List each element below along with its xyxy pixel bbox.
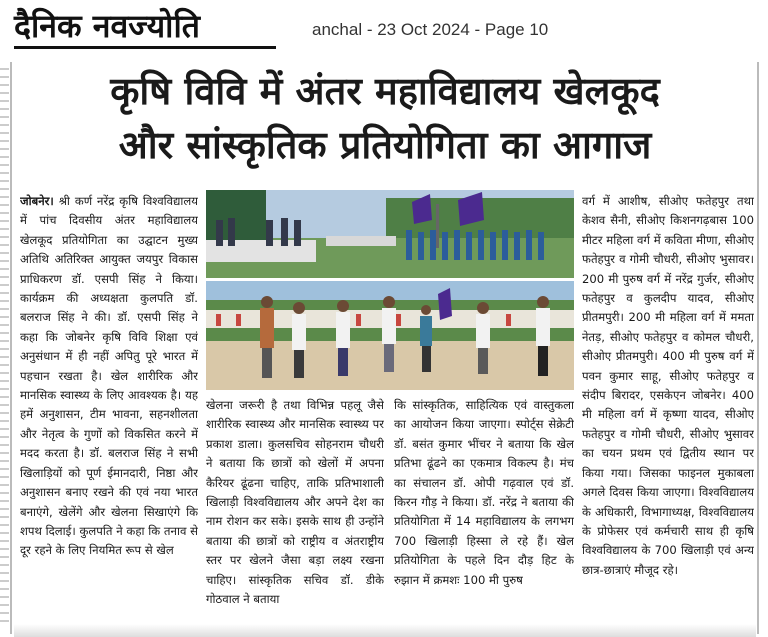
headline-line-1: कृषि विवि में अंतर महाविद्यालय खेलकूद: [110, 69, 660, 113]
edition-meta: anchal - 23 Oct 2024 - Page 10: [312, 20, 549, 39]
right-rule: [757, 62, 759, 634]
article-column-1: [20, 192, 198, 622]
dateline: जोबनेर।: [20, 194, 54, 208]
newspaper-logo: दैनिक नवज्योति: [14, 7, 200, 45]
article-column-4: वर्ग में आशीष, सीओए फतेहपुर तथा केशव सैनी, सीओए किशनगढ़बास 100 मीटर महिला वर्ग में कविता मीणा, सीओए फतेहपुर व गोमी चौधरी, सीओए भुसावर। 200 मी पुरुष वर्ग में नरेंद्र गुर्जर, सीओए फतेहपुर व कुलदीप यादव, सीओए प्रीतमपुरी। 200 मी महिला वर्ग में ममता नेतड़, सीओए फतेहपुर व कोमल चौधरी, सीओए प्रीतमपुरी। 400 मी पुरुष वर्ग में पवन कुमार साहू, सीओए फतेहपुर व संदीप बिरादर, एसकेएन जोबनेर। 400 मी महिला वर्ग में कृष्णा यादव, सीओए फतेहपुर व गोमी चौधरी, सीओए भुसावर का चयन प्रथम एवं द्वितीय स्थान पर किया गया। जिसका फाइनल मुकाबला अगले दिवस किया जाएगा। विश्वविद्यालय के अधिकारी, विभागाध्यक्ष, विश्वविद्यालय के प्रोफेसर एवं कर्मचारी साथ ही कृषि विश्वविद्यालय के 700 खिलाड़ी एवं अन्य छात्र-छात्राएं मौजूद रहे।: [582, 194, 754, 577]
adjacent-column-edge: [0, 62, 9, 622]
article-headline: [14, 64, 756, 172]
article-column-3: कि सांस्कृतिक, साहित्यिक एवं वास्तुकला का आयोजन किया जाएगा। स्पोर्ट्स सेक्रेटी डॉ. बसंत कुमार भींचर ने बताया कि खेल प्रतिभा ढूंढने का एकमात्र विकल्प है। मंच का संचालन डॉ. ओपी गढ़वाल एवं डॉ. किरन गौड़ ने किया। डॉ. नरेंद्र ने बताया की प्रतियोगिता में 14 महाविद्यालय के लगभग 700 खिलाड़ी हिस्सा ले रहे हैं। खेल प्रतियोगिता के पहले दिन दौड़ हिट के रुझान में क्रमशः 100 मी पुरुष: [394, 398, 574, 587]
left-rule: [10, 62, 12, 634]
column-1-text: श्री कर्ण नरेंद्र कृषि विश्वविद्यालय में पांच दिवसीय अंतर महाविद्यालय खेलकूद प्रतियोगिता का उद्घाटन मुख्य अतिथि अतिरिक्त आयुक्त जयपुर विकास प्राधिकरण डॉ. एसपी सिंह ने किया। कार्यक्रम की अध्यक्षता कुलपति डॉ. बलराज सिंह ने की। डॉ. एसपी सिंह ने कहा कि जोबनेर कृषि विवि शिक्षा एवं अनुसंधान में ही नहीं अपितु पूरे भारत में पहचान रखता है। खेल शारीरिक और मानसिक स्वास्थ्य के लिए आवश्यक है। यह हमें अनुशासन, टीम भावना, सहनशीलता और नेतृत्व के गुणों को विकसित करने में मदद करता है। डॉ. बलराज सिंह ने सभी खिलाड़ियों को पूर्ण ईमानदारी, निष्ठा और अनुशासन बनाए रखने की एवं नया भारत बनाएंगे, खेलेंगे और खेलना सिखाएंगे कि शपथ दिलाई। कुलपति ने कहा कि तनाव से दूर रहने के लिए नियमित रूप से खेल: [20, 194, 198, 558]
news-photo: [206, 190, 574, 390]
headline-line-2: और सांस्कृतिक प्रतियोगिता का आगाज: [118, 123, 652, 167]
next-article-cutoff: [14, 624, 756, 637]
photo-illustration: [206, 190, 574, 390]
logo-underline: [14, 46, 276, 49]
article-column-2: खेलना जरूरी है तथा विभिन्न पहलू जैसे शारीरिक स्वास्थ्य और मानसिक स्वास्थ्य पर प्रकाश डाला। कुलसचिव सोहनराम चौधरी ने बताया कि छात्रों को खेलों में अपना कैरियर ढूंढना चाहिए, ताकि प्रतिभाशाली खिलाड़ी विश्वविद्यालय और अपने देश का नाम रोशन कर सके। इसके साथ ही उन्होंने बताया की छात्रों को राष्ट्रीय व अंतराष्ट्रीय स्तर पर खेलने जैसा बड़ा लक्ष्य रखना चाहिए। सांस्कृतिक सचिव डॉ. डीके गोठवाल ने बताया: [206, 398, 384, 607]
masthead: [0, 0, 768, 58]
